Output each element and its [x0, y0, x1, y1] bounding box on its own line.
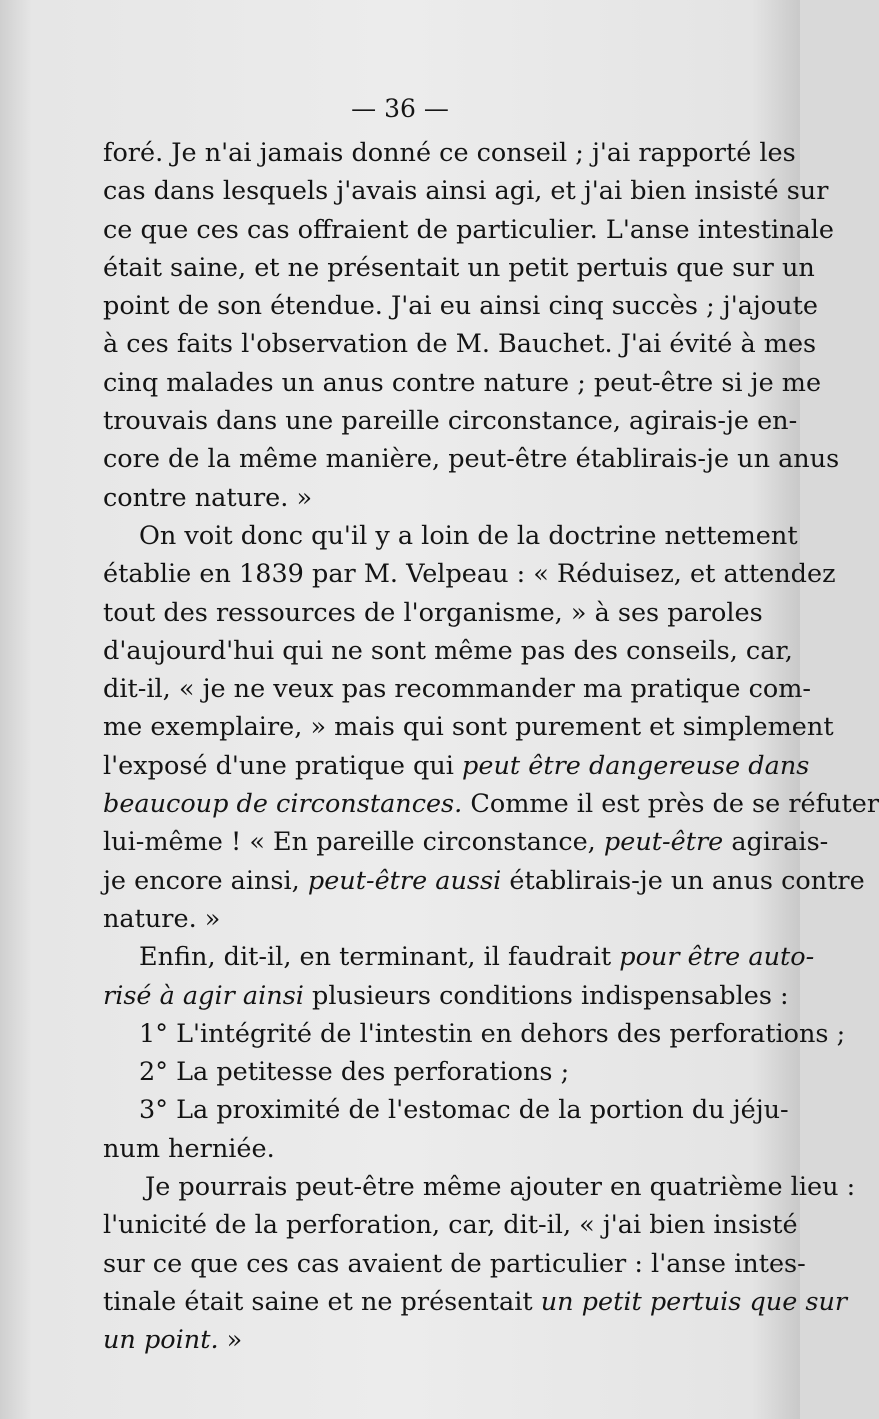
text-line	[103, 517, 798, 555]
line-text: Je pourrais peut-être même ajouter en quatrième lieu :	[145, 1172, 856, 1203]
line-text: Enfin, dit-il, en terminant, il faudrait	[139, 942, 620, 973]
line-text: trouvais dans une pareille circonstance, agirais-je en-	[103, 406, 798, 437]
line-text: cas dans lesquels j'avais ainsi agi, et j'ai bien insisté sur	[103, 176, 829, 207]
line-text: cinq malades un anus contre nature ; peut-être si je me	[103, 367, 822, 398]
text-line	[103, 594, 763, 632]
line-text: point de son étendue. J'ai eu ainsi cinq succès ; j'ajoute	[103, 291, 818, 322]
text-line	[103, 555, 836, 593]
line-text: plusieurs conditions indispensables :	[303, 980, 789, 1011]
text-line	[103, 938, 815, 976]
line-text: dit-il, « je ne veux pas recommander ma pratique com-	[103, 674, 812, 705]
text-line	[103, 440, 840, 478]
text-line	[103, 1206, 798, 1244]
text-line	[103, 900, 743, 938]
line-text: l'exposé d'une pratique qui	[103, 750, 463, 781]
text-line	[103, 1283, 848, 1321]
text-line	[103, 134, 796, 172]
page-number: — 36 —	[351, 94, 449, 123]
text-line	[103, 211, 835, 249]
text-line	[103, 977, 789, 1015]
line-text: »	[218, 1325, 243, 1356]
body-text	[103, 134, 879, 1360]
italic-text: peut-être	[603, 827, 724, 858]
line-text: 2° La petitesse des perforations ;	[139, 1057, 570, 1088]
line-text: 3° La proximité de l'estomac de la portion du jéju-	[139, 1095, 789, 1126]
text-line	[103, 249, 815, 287]
text-line	[103, 632, 793, 670]
line-text: je encore ainsi,	[103, 865, 308, 896]
text-line	[103, 823, 829, 861]
text-line	[103, 670, 812, 708]
text-line	[103, 1091, 789, 1129]
line-text: foré. Je n'ai jamais donné ce conseil ; j'ai rapporté les	[103, 138, 796, 168]
italic-text: un point.	[103, 1325, 219, 1356]
text-line	[103, 708, 834, 746]
line-text: tout des ressources de l'organisme, » à ses paroles	[103, 597, 763, 628]
italic-text: peut-être aussi	[307, 865, 502, 896]
line-text: établirais-je un anus contre	[501, 865, 865, 896]
line-text: On voit donc qu'il y a loin de la doctrine nettement	[139, 520, 798, 551]
text-line	[103, 1245, 806, 1283]
text-line	[103, 325, 817, 363]
line-text: à ces faits l'observation de M. Bauchet. J'ai évité à mes	[103, 329, 817, 360]
text-line	[103, 287, 818, 325]
text-line	[103, 172, 829, 210]
line-text: ce que ces cas offraient de particulier. L'anse intestinale	[103, 214, 835, 245]
text-line	[103, 862, 865, 900]
line-text: sur ce que ces cas avaient de particulier : l'anse intes-	[103, 1248, 806, 1279]
italic-text: un petit pertuis que sur	[540, 1286, 848, 1317]
line-text: contre nature. »	[103, 482, 313, 513]
text-line	[103, 1015, 846, 1053]
line-text: agirais-	[723, 827, 829, 858]
line-text: tinale était saine et ne présentait	[103, 1286, 541, 1317]
text-line	[103, 1168, 856, 1206]
line-text: lui-même ! « En pareille circonstance,	[103, 827, 604, 858]
line-text: était saine, et ne présentait un petit pertuis que sur un	[103, 252, 815, 283]
text-line	[103, 479, 743, 517]
italic-text: peut être dangereuse dans	[462, 750, 810, 781]
italic-text: beaucoup de circonstances.	[103, 789, 463, 820]
italic-text: pour être auto-	[619, 942, 815, 973]
text-line	[103, 1321, 743, 1359]
line-text: l'unicité de la perforation, car, dit-il, « j'ai bien insisté	[103, 1210, 798, 1241]
text-line	[103, 402, 798, 440]
text-line	[103, 1053, 743, 1091]
line-text: me exemplaire, » mais qui sont purement et simplement	[103, 712, 834, 743]
line-text: core de la même manière, peut-être établirais-je un anus	[103, 444, 840, 475]
text-line	[103, 785, 879, 823]
line-text: d'aujourd'hui qui ne sont même pas des conseils, car,	[103, 635, 793, 666]
line-text: établie en 1839 par M. Velpeau : « Réduisez, et attendez	[103, 559, 836, 590]
text-line	[103, 1130, 743, 1168]
line-text: Comme il est près de se réfuter	[462, 789, 879, 820]
text-line	[103, 364, 822, 402]
line-text: 1° L'intégrité de l'intestin en dehors des perforations ;	[139, 1018, 846, 1049]
line-text: num herniée.	[103, 1133, 275, 1164]
line-text: nature. »	[103, 903, 221, 934]
text-line	[103, 747, 810, 785]
italic-text: risé à agir ainsi	[103, 980, 304, 1011]
